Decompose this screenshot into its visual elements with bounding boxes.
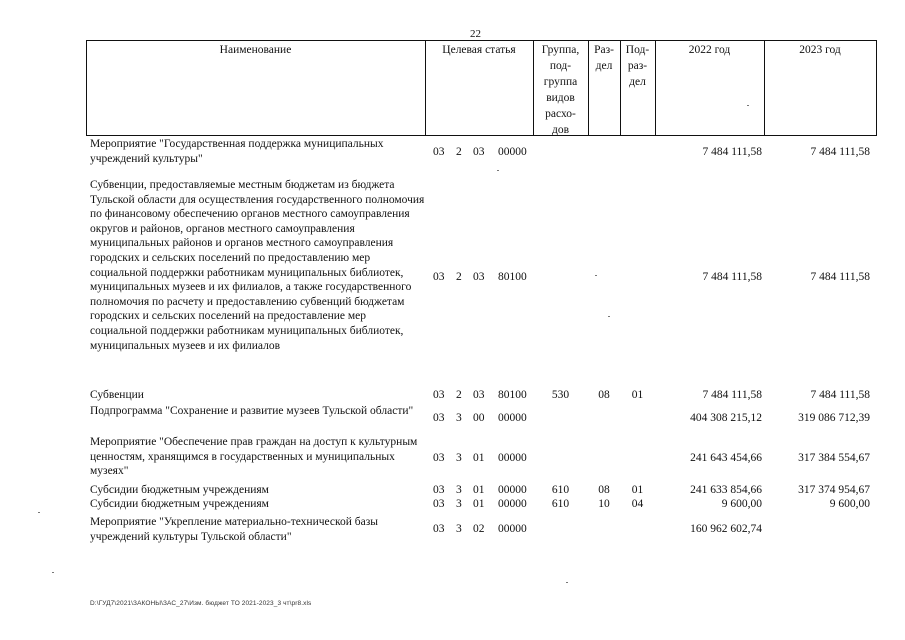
target-code-c1: 03 bbox=[433, 146, 445, 158]
target-code-c4: 80100 bbox=[498, 389, 527, 401]
scan-speck bbox=[52, 572, 54, 573]
target-code-c2: 3 bbox=[456, 452, 462, 464]
code-group: 610 bbox=[551, 498, 570, 510]
row-name: Субсидии бюджетным учреждениям bbox=[90, 484, 269, 496]
amount-v2022: 7 484 111,58 bbox=[702, 389, 762, 401]
target-code-c1: 03 bbox=[433, 498, 445, 510]
code-group: 610 bbox=[551, 484, 570, 496]
code-section: 08 bbox=[598, 389, 610, 401]
amount-v2023: 7 484 111,58 bbox=[810, 389, 870, 401]
target-code-c2: 3 bbox=[456, 484, 462, 496]
header-year-2023: 2023 год bbox=[799, 44, 841, 56]
scan-speck bbox=[608, 316, 610, 317]
target-code-c2: 2 bbox=[456, 146, 462, 158]
target-code-c1: 03 bbox=[433, 484, 445, 496]
row-name: Подпрограмма "Сохранение и развитие музеев Тульской области" bbox=[90, 405, 414, 417]
code-subsection: 01 bbox=[631, 484, 644, 496]
target-code-c2: 2 bbox=[456, 271, 462, 283]
col-divider bbox=[876, 40, 877, 135]
scan-speck bbox=[38, 512, 40, 513]
target-code-c1: 03 bbox=[433, 389, 445, 401]
header-group: Группа, под- группа видов расхо- дов bbox=[541, 44, 580, 136]
target-code-c4: 80100 bbox=[498, 271, 527, 283]
amount-v2022: 9 600,00 bbox=[721, 498, 762, 510]
target-code-c1: 03 bbox=[433, 523, 445, 535]
target-code-c3: 03 bbox=[473, 146, 485, 158]
amount-v2023: 9 600,00 bbox=[829, 498, 870, 510]
target-code-c3: 00 bbox=[473, 412, 485, 424]
target-code-c3: 01 bbox=[473, 484, 485, 496]
row-name: Мероприятие "Государственная поддержка муниципальных учреждений культуры" bbox=[90, 138, 384, 165]
target-code-c2: 3 bbox=[456, 523, 462, 535]
target-code-c3: 03 bbox=[473, 389, 485, 401]
row-name: Субвенции bbox=[90, 389, 144, 401]
header-target: Целевая статья bbox=[442, 44, 516, 56]
code-section: 10 bbox=[598, 498, 610, 510]
target-code-c1: 03 bbox=[433, 412, 445, 424]
target-code-c1: 03 bbox=[433, 452, 445, 464]
file-path-footer: D:\ГУД7\2021\ЗАКОНЫ\ЗАС_27\Изм. бюджет ТО 2021-2023_3 чт\pr8.xls bbox=[90, 600, 312, 607]
amount-v2022: 241 633 854,66 bbox=[690, 484, 762, 496]
amount-v2022: 7 484 111,58 bbox=[702, 146, 762, 158]
target-code-c4: 00000 bbox=[498, 498, 527, 510]
target-code-c3: 01 bbox=[473, 498, 485, 510]
amount-v2023: 7 484 111,58 bbox=[810, 146, 870, 158]
row-name: Мероприятие "Обеспечение прав граждан на доступ к культурным ценностям, хранящимся в государственных и муниципальных музеях" bbox=[90, 436, 418, 478]
scan-speck bbox=[566, 582, 568, 583]
page-number: 22 bbox=[470, 28, 481, 40]
target-code-c1: 03 bbox=[433, 271, 445, 283]
amount-v2023: 7 484 111,58 bbox=[810, 271, 870, 283]
amount-v2023: 317 374 954,67 bbox=[798, 484, 870, 496]
scan-speck bbox=[595, 275, 597, 276]
amount-v2022: 241 643 454,66 bbox=[690, 452, 762, 464]
target-code-c2: 3 bbox=[456, 412, 462, 424]
code-subsection: 01 bbox=[631, 389, 644, 401]
header-section: Раз- дел bbox=[594, 44, 614, 72]
header-year-2022: 2022 год bbox=[688, 44, 731, 56]
target-code-c2: 3 bbox=[456, 498, 462, 510]
target-code-c3: 02 bbox=[473, 523, 485, 535]
header-name: Наименование bbox=[219, 44, 292, 56]
target-code-c4: 00000 bbox=[498, 146, 527, 158]
amount-v2022: 404 308 215,12 bbox=[690, 412, 762, 424]
target-code-c3: 03 bbox=[473, 271, 485, 283]
header-top-rule bbox=[86, 40, 877, 41]
target-code-c4: 00000 bbox=[498, 523, 527, 535]
code-section: 08 bbox=[598, 484, 610, 496]
code-subsection: 04 bbox=[631, 498, 644, 510]
amount-v2022: 7 484 111,58 bbox=[702, 271, 762, 283]
scan-speck bbox=[747, 105, 749, 106]
row-name: Субвенции, предоставляемые местным бюджетам из бюджета Тульской области для осуществления государственного полномочия по финансовому обеспечению органов местного самоуправления округов и районов, органов местного самоуправления муниципальных районов и органов местного самоуправления городских и сельских поселений по предоставлению мер социальной поддержки работникам муниципальных библиотек, муниципальных музеев и их филиалов, а также государственного полномочия по расчету и предоставлению субвенций бюджетам городских и сельских поселений на предоставление мер социальной поддержки работникам муниципальных библиотек, муниципальных музеев и их филиалов bbox=[90, 179, 425, 352]
amount-v2023: 319 086 712,39 bbox=[798, 412, 870, 424]
target-code-c4: 00000 bbox=[498, 452, 527, 464]
amount-v2022: 160 962 602,74 bbox=[690, 523, 762, 535]
target-code-c4: 00000 bbox=[498, 412, 527, 424]
target-code-c2: 2 bbox=[456, 389, 462, 401]
scan-speck bbox=[497, 170, 499, 171]
header-bottom-rule bbox=[86, 135, 877, 136]
amount-v2023: 317 384 554,67 bbox=[798, 452, 870, 464]
target-code-c4: 00000 bbox=[498, 484, 527, 496]
row-name: Мероприятие "Укрепление материально-технической базы учреждений культуры Тульской области" bbox=[90, 516, 379, 543]
row-name: Субсидии бюджетным учреждениям bbox=[90, 498, 269, 510]
code-group: 530 bbox=[551, 389, 570, 401]
header-subsection: Под- раз- дел bbox=[625, 44, 650, 88]
target-code-c3: 01 bbox=[473, 452, 485, 464]
